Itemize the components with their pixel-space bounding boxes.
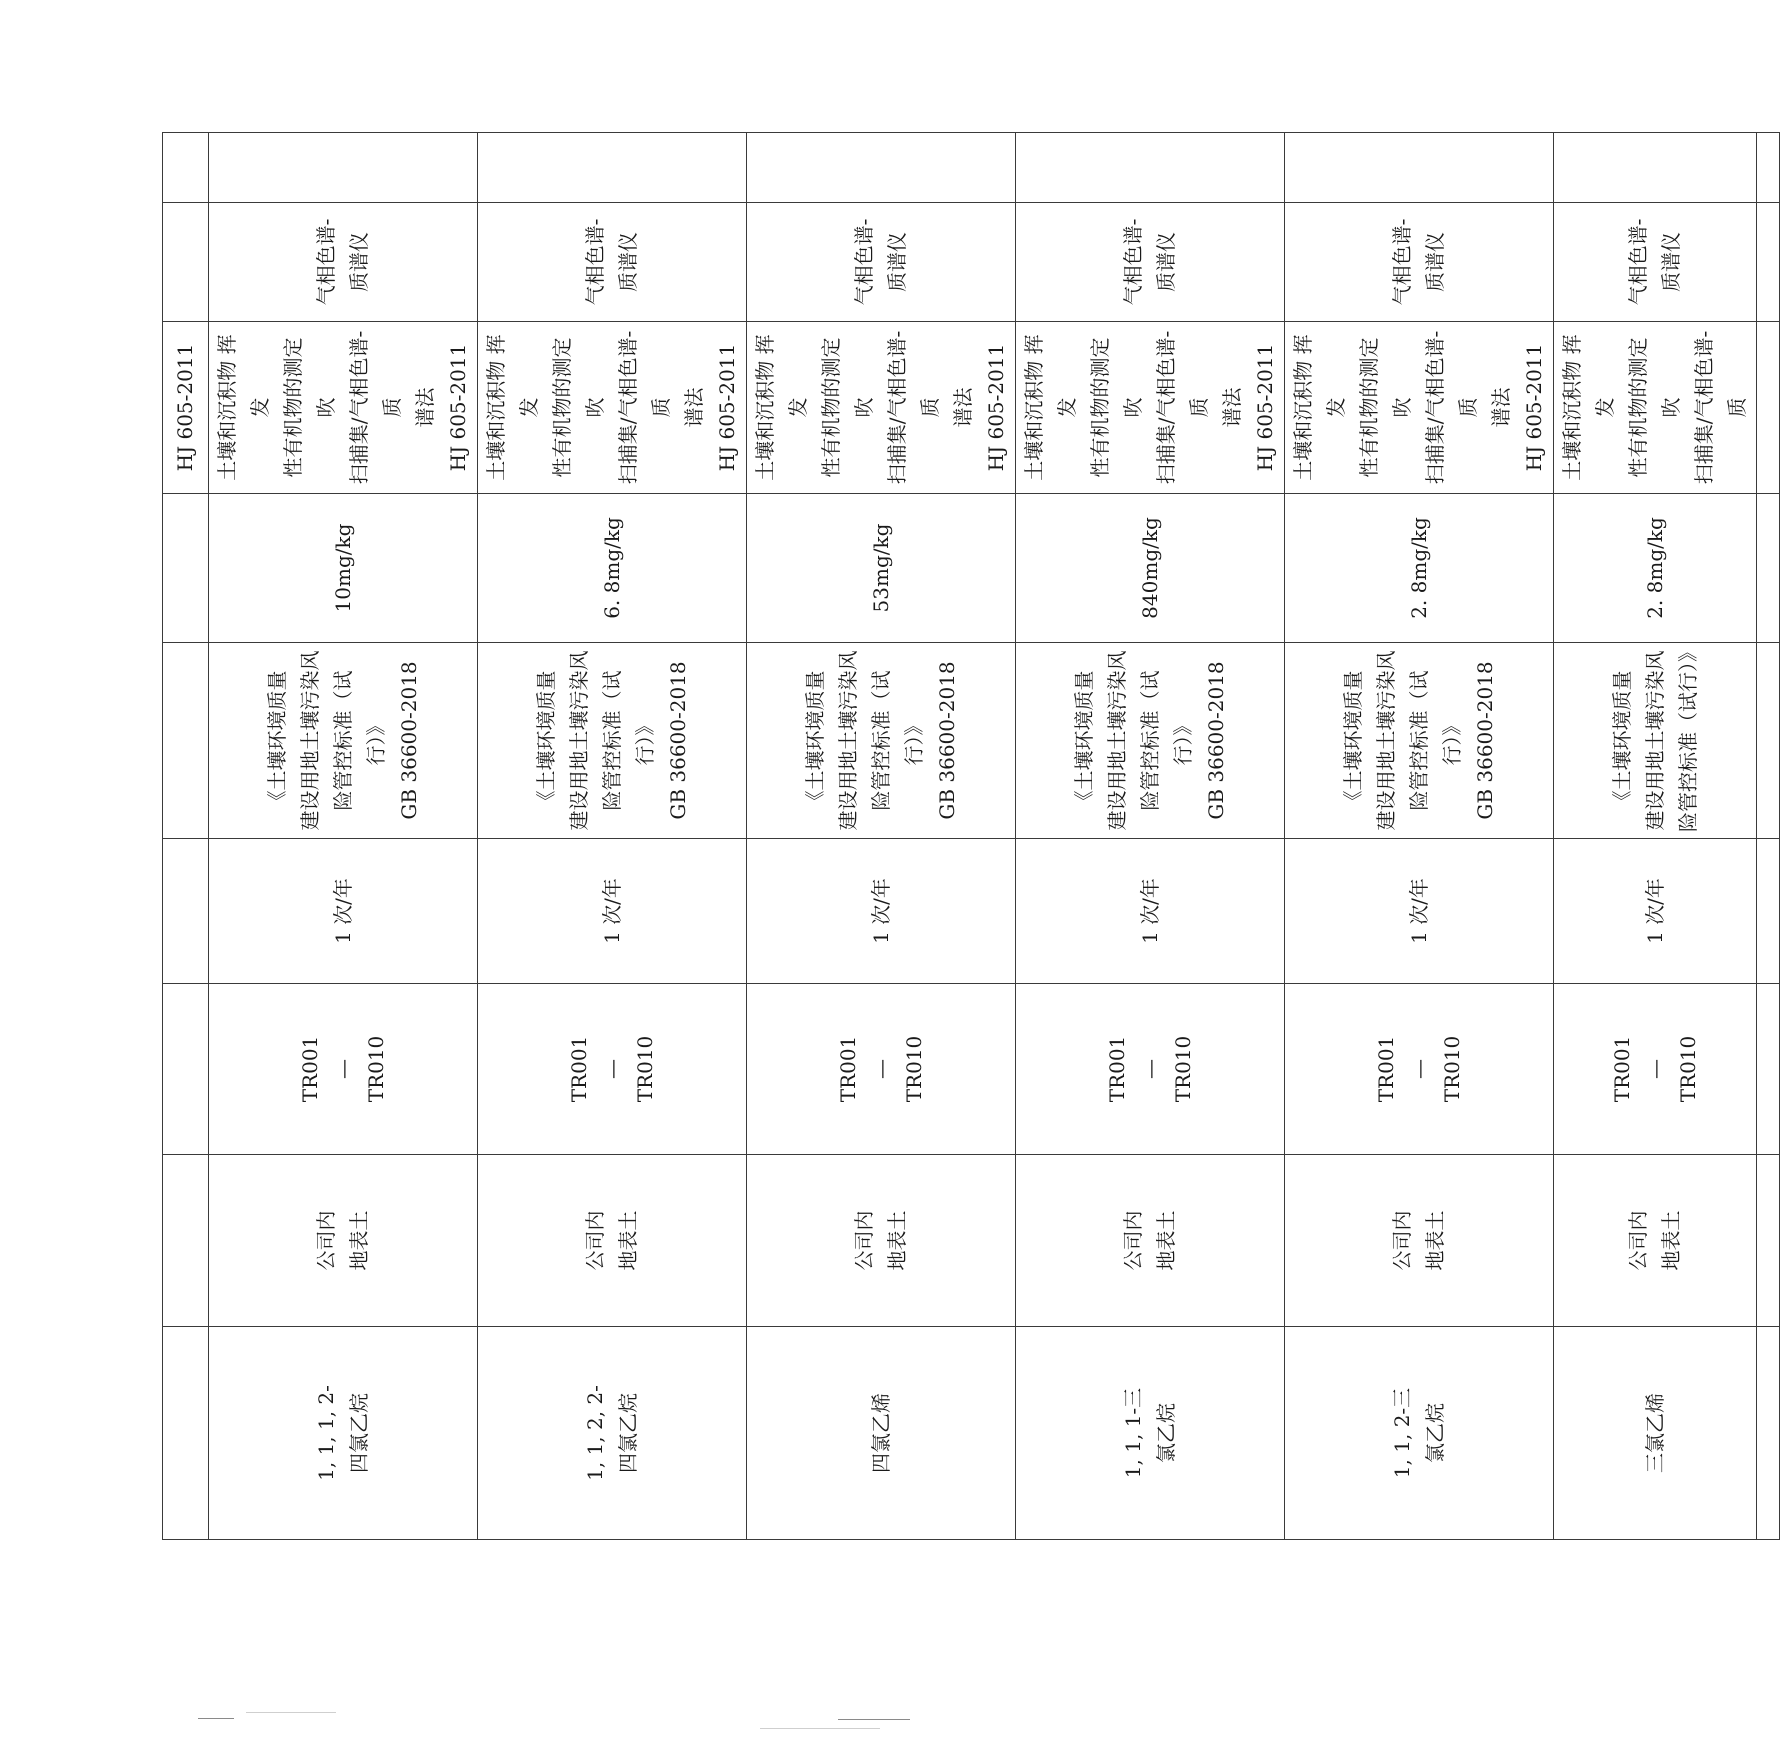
sampling-points-cell: [209, 984, 478, 1155]
bottom-strip-blank: [1757, 1155, 1780, 1327]
limit-value-text: 2. 8mg/kg: [1406, 517, 1431, 619]
instrument-cell: [1016, 203, 1285, 322]
pollutant-cell: [1285, 1327, 1554, 1540]
sampling-points-cell: [747, 984, 1016, 1155]
location-text: 公司内 地表土: [583, 1210, 640, 1271]
standard-text: 《土壤环境质量 建设用地土壤污染风 险管控标准（试行）》: [1609, 642, 1700, 832]
pollutant-cell: [1016, 1327, 1285, 1540]
frequency-text: 1 次/年: [330, 878, 355, 944]
pollutant-cell: [1554, 1327, 1757, 1540]
method-cell: [1016, 322, 1285, 494]
method-code: HJ 605-2011: [1253, 343, 1277, 472]
pollutant-cell: [209, 1327, 478, 1540]
sampling-points-text: TR001 — TR010: [1373, 1035, 1464, 1103]
method-cell: [747, 322, 1016, 494]
method-text: 土壤和沉积物 挥发 性有机物的测定 吹 扫捕集/气相色谱-质 谱法: [215, 330, 437, 485]
bottom-strip-blank: [1757, 203, 1780, 322]
standard-text: 《土壤环境质量 建设用地土壤污染风 险管控标准（试行）》 GB 36600-2018: [1071, 650, 1228, 831]
instrument-cell: [1554, 203, 1757, 322]
method-code-top: HJ 605-2011: [173, 343, 197, 472]
method-code: HJ 605-2011: [715, 343, 739, 472]
location-text: 公司内 地表土: [1626, 1210, 1683, 1271]
standard-text: 《土壤环境质量 建设用地土壤污染风 险管控标准（试行）》 GB 36600-2018: [264, 650, 421, 831]
bottom-strip-blank: [1757, 322, 1780, 494]
instrument-cell: [209, 203, 478, 322]
instrument-text: 气相色谱-质谱仪: [852, 218, 909, 306]
table-row: [1554, 133, 1757, 1540]
table-row: [478, 133, 747, 1540]
location-text: 公司内 地表土: [1121, 1210, 1178, 1271]
table-row: [747, 133, 1016, 1540]
blank-cell: [1285, 133, 1554, 203]
limit-value-text: 10mg/kg: [330, 523, 355, 613]
sampling-points-text: TR001 — TR010: [297, 1035, 388, 1103]
location-cell: [1554, 1155, 1757, 1327]
instrument-cell: [747, 203, 1016, 322]
pollutant-cell: [478, 1327, 747, 1540]
frequency-cell: [209, 839, 478, 984]
pollutant-text: 1, 1, 2-三 氯乙烷: [1390, 1387, 1447, 1479]
method-cell: [478, 322, 747, 494]
bottom-strip-blank: [1757, 133, 1780, 203]
method-cell: [209, 322, 478, 494]
instrument-cell: [478, 203, 747, 322]
standard-text: 《土壤环境质量 建设用地土壤污染风 险管控标准（试行）》 GB 36600-2018: [802, 650, 959, 831]
sampling-points-text: TR001 — TR010: [1104, 1035, 1195, 1103]
frequency-cell: [478, 839, 747, 984]
instrument-cell: [1285, 203, 1554, 322]
frequency-cell: [1016, 839, 1285, 984]
top-strip-blank-3: [163, 984, 209, 1155]
sampling-points-text: TR001 — TR010: [1609, 1035, 1700, 1103]
location-cell: [478, 1155, 747, 1327]
sampling-points-cell: [1554, 984, 1757, 1155]
top-strip-blank-6: [163, 494, 209, 643]
limit-value-cell: [1285, 494, 1554, 643]
instrument-text: 气相色谱-质谱仪: [1626, 218, 1683, 306]
sampling-points-cell: [1285, 984, 1554, 1155]
method-code: HJ 605-2011: [984, 343, 1008, 472]
scan-artifact-2: [246, 1712, 336, 1713]
method-cell: [1554, 322, 1757, 494]
instrument-text: 气相色谱-质谱仪: [314, 218, 371, 306]
standard-cell: [478, 643, 747, 839]
table-row: [209, 133, 478, 1540]
bottom-strip-row: [1757, 133, 1780, 1540]
frequency-cell: [1554, 839, 1757, 984]
location-cell: [209, 1155, 478, 1327]
table-row: [1016, 133, 1285, 1540]
frequency-text: 1 次/年: [1642, 878, 1667, 944]
instrument-text: 气相色谱-质谱仪: [1121, 218, 1178, 306]
location-text: 公司内 地表土: [314, 1210, 371, 1271]
top-strip-blank-8: [163, 203, 209, 322]
top-strip-blank-4: [163, 839, 209, 984]
method-code: HJ 605-2011: [446, 343, 470, 472]
limit-value-cell: [478, 494, 747, 643]
blank-cell: [478, 133, 747, 203]
rotated-table-frame: [162, 133, 1749, 1540]
sampling-points-text: TR001 — TR010: [566, 1035, 657, 1103]
bottom-strip-blank: [1757, 494, 1780, 643]
pollutant-text: 四氯乙烯: [868, 1393, 893, 1473]
frequency-text: 1 次/年: [868, 878, 893, 944]
monitoring-table: [162, 132, 1780, 1540]
bottom-strip-blank: [1757, 984, 1780, 1155]
limit-value-text: 2. 8mg/kg: [1642, 517, 1667, 619]
frequency-cell: [747, 839, 1016, 984]
standard-cell: [209, 643, 478, 839]
limit-value-cell: [1554, 494, 1757, 643]
method-text: 土壤和沉积物 挥发 性有机物的测定 吹 扫捕集/气相色谱-质: [1560, 330, 1749, 485]
limit-value-text: 53mg/kg: [868, 523, 893, 613]
method-text: 土壤和沉积物 挥发 性有机物的测定 吹 扫捕集/气相色谱-质 谱法: [1022, 330, 1244, 485]
method-text: 土壤和沉积物 挥发 性有机物的测定 吹 扫捕集/气相色谱-质 谱法: [753, 330, 975, 485]
limit-value-cell: [1016, 494, 1285, 643]
sampling-points-cell: [478, 984, 747, 1155]
pollutant-text: 1, 1, 1-三 氯乙烷: [1121, 1387, 1178, 1479]
top-strip-row: [163, 133, 209, 1540]
blank-cell: [209, 133, 478, 203]
method-cell: [1285, 322, 1554, 494]
scan-artifact-3: [838, 1719, 910, 1720]
top-strip-blank-2: [163, 1155, 209, 1327]
top-strip-blank-1: [163, 1327, 209, 1540]
scan-artifact-4: [760, 1728, 880, 1729]
location-cell: [747, 1155, 1016, 1327]
bottom-strip-blank: [1757, 1327, 1780, 1540]
location-text: 公司内 地表土: [1390, 1210, 1447, 1271]
blank-cell: [1554, 133, 1757, 203]
pollutant-text: 1, 1, 2, 2- 四氯乙烷: [583, 1385, 640, 1481]
location-text: 公司内 地表土: [852, 1210, 909, 1271]
method-text: 土壤和沉积物 挥发 性有机物的测定 吹 扫捕集/气相色谱-质 谱法: [484, 330, 706, 485]
instrument-text: 气相色谱-质谱仪: [583, 218, 640, 306]
pollutant-text: 三氯乙烯: [1642, 1393, 1667, 1473]
pollutant-cell: [747, 1327, 1016, 1540]
top-strip-blank-5: [163, 643, 209, 839]
limit-value-cell: [209, 494, 478, 643]
limit-value-text: 6. 8mg/kg: [599, 517, 624, 619]
frequency-text: 1 次/年: [1406, 878, 1431, 944]
standard-cell: [1016, 643, 1285, 839]
standard-cell: [747, 643, 1016, 839]
sampling-points-cell: [1016, 984, 1285, 1155]
standard-text: 《土壤环境质量 建设用地土壤污染风 险管控标准（试行）》 GB 36600-2018: [533, 650, 690, 831]
table-row: [1285, 133, 1554, 1540]
standard-cell: [1285, 643, 1554, 839]
bottom-strip-blank: [1757, 643, 1780, 839]
limit-value-text: 840mg/kg: [1137, 517, 1162, 619]
limit-value-cell: [747, 494, 1016, 643]
scan-artifact-1: [198, 1718, 234, 1719]
standard-cell: [1554, 643, 1757, 839]
blank-cell: [1016, 133, 1285, 203]
top-strip-blank-9: [163, 133, 209, 203]
pollutant-text: 1, 1, 1, 2- 四氯乙烷: [314, 1385, 371, 1481]
location-cell: [1285, 1155, 1554, 1327]
standard-text: 《土壤环境质量 建设用地土壤污染风 险管控标准（试行）》 GB 36600-2018: [1340, 650, 1497, 831]
location-cell: [1016, 1155, 1285, 1327]
frequency-text: 1 次/年: [599, 878, 624, 944]
method-code: HJ 605-2011: [1522, 343, 1546, 472]
method-cell-top: [163, 322, 209, 494]
frequency-cell: [1285, 839, 1554, 984]
method-text: 土壤和沉积物 挥发 性有机物的测定 吹 扫捕集/气相色谱-质 谱法: [1291, 330, 1513, 485]
blank-cell: [747, 133, 1016, 203]
frequency-text: 1 次/年: [1137, 878, 1162, 944]
instrument-text: 气相色谱-质谱仪: [1390, 218, 1447, 306]
sampling-points-text: TR001 — TR010: [835, 1035, 926, 1103]
bottom-strip-blank: [1757, 839, 1780, 984]
